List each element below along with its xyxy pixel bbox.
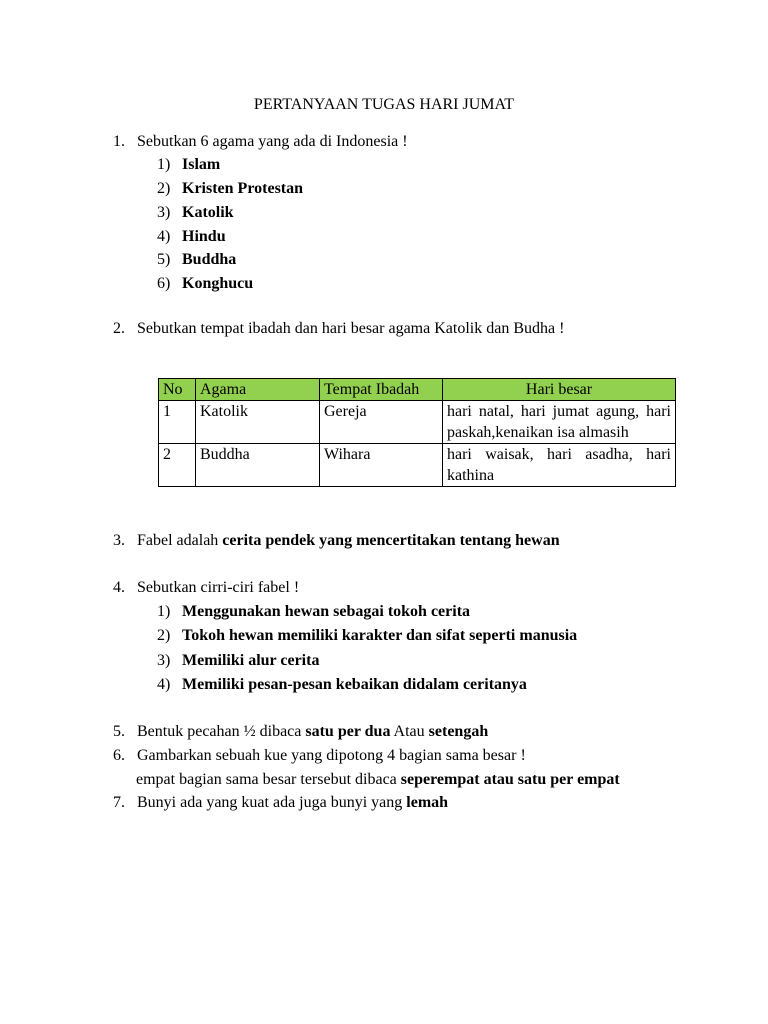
question-number: 6. <box>113 747 125 764</box>
answer-item: 1) Islam <box>157 156 221 173</box>
table-cell: 2 <box>159 444 196 487</box>
table-cell: Buddha <box>196 444 320 487</box>
table-cell: Gereja <box>320 401 443 444</box>
answer-text: seperempat atau satu per empat <box>400 771 620 788</box>
question-2 <box>113 317 564 341</box>
table-cell: 1 <box>159 401 196 444</box>
question-text: Fabel adalah <box>137 532 223 549</box>
answer-text: setengah <box>428 723 489 740</box>
table-cell: hari waisak, hari asadha, hari kathina <box>443 444 676 487</box>
answer-item: 6) Konghucu <box>157 275 254 292</box>
question-number: 5. <box>113 723 125 740</box>
question-4 <box>113 576 299 600</box>
question-number: 2. <box>113 320 125 337</box>
question-6 <box>113 744 526 768</box>
question-number: 3. <box>113 532 125 549</box>
question-7: 7. Bunyi ada yang kuat ada juga bunyi yang lemah <box>113 791 448 815</box>
question-3 <box>113 529 560 553</box>
question-number: 7. <box>113 794 125 811</box>
answer-item: 2) Tokoh hewan memiliki karakter dan sifat seperti manusia <box>157 627 578 644</box>
question-number: 4. <box>113 579 125 596</box>
table-header: No <box>159 379 196 401</box>
table-header-row <box>159 379 676 401</box>
answer-item: 4) Hindu <box>157 228 226 245</box>
table-header: Agama <box>196 379 320 401</box>
answer-item: 1) Menggunakan hewan sebagai tokoh cerita <box>157 603 471 620</box>
question-text: Sebutkan tempat ibadah dan hari besar agama Katolik dan Budha ! <box>137 320 565 337</box>
answer-text: lemah <box>406 794 449 811</box>
answer-line: empat bagian sama besar tersebut dibaca seperempat atau satu per empat <box>136 771 620 788</box>
question-text: Gambarkan sebuah kue yang dipotong 4 bagian sama besar ! <box>137 747 526 764</box>
table-cell: Katolik <box>196 401 320 444</box>
question-text: Sebutkan 6 agama yang ada di Indonesia ! <box>137 133 408 150</box>
table-cell: Wihara <box>320 444 443 487</box>
table-row <box>159 401 676 444</box>
question-5: 5. Bentuk pecahan ½ dibaca satu per dua Atau setengah <box>113 720 488 744</box>
answer-item: 2) Kristen Protestan <box>157 180 304 197</box>
answer-text: satu per dua <box>305 723 391 740</box>
question-number: 1. <box>113 133 125 150</box>
answer-item: 5) Buddha <box>157 251 237 268</box>
page-title: PERTANYAAN TUGAS HARI JUMAT <box>253 96 515 113</box>
question-text: Sebutkan cirri-ciri fabel ! <box>137 579 300 596</box>
answer-item: 3) Memiliki alur cerita <box>157 652 320 669</box>
table-header: Tempat Ibadah <box>320 379 443 401</box>
table-row <box>159 444 676 487</box>
table-cell: hari natal, hari jumat agung, hari paskah,kenaikan isa almasih <box>443 401 676 444</box>
answer-text: cerita pendek yang mencertitakan tentang hewan <box>222 532 560 549</box>
table-header: Hari besar <box>443 379 676 401</box>
question-1 <box>113 130 408 154</box>
worship-table <box>158 378 676 487</box>
answer-item: 3) Katolik <box>157 204 234 221</box>
answer-item: 4) Memiliki pesan-pesan kebaikan didalam ceritanya <box>157 676 527 693</box>
